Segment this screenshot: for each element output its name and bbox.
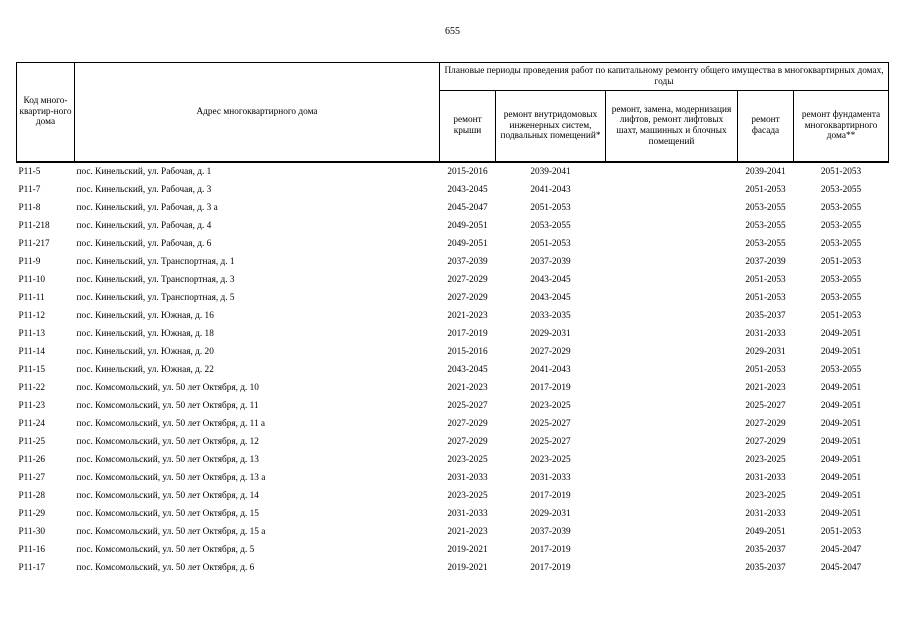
cell-code: P11-22 [18,382,46,393]
cell-foundation: 2053-2055 [820,238,862,249]
cell-lifts [606,217,738,235]
cell-facade: 2051-2053 [745,364,786,375]
table-row [17,487,889,505]
cell-code: P11-8 [18,202,41,213]
cell-lifts [606,469,738,487]
cell-engineering: 2037-2039 [530,526,571,537]
cell-foundation: 2051-2053 [820,256,862,267]
cell-facade: 2053-2055 [745,202,786,213]
header-address: Адрес многоквартирного дома [75,63,440,163]
cell-engineering: 2037-2039 [530,256,571,267]
cell-roof: 2045-2047 [447,202,488,213]
cell-foundation: 2051-2053 [820,526,862,537]
header-lifts: ремонт, замена, модернизация лифтов, ремонт лифтовых шахт, машинных и блочных помещений [606,91,738,163]
cell-lifts [606,253,738,271]
cell-code: P11-27 [18,472,46,483]
cell-address: пос. Комсомольский, ул. 50 лет Октября, д. 13 [76,454,259,465]
cell-roof: 2031-2033 [447,472,488,483]
table-row [17,162,889,181]
cell-foundation: 2053-2055 [820,220,862,231]
cell-lifts [606,559,738,577]
cell-foundation: 2053-2055 [820,364,862,375]
cell-foundation: 2051-2053 [820,166,862,177]
table-row [17,523,889,541]
cell-facade: 2035-2037 [745,562,786,573]
cell-facade: 2051-2053 [745,184,786,195]
cell-roof: 2021-2023 [447,310,488,321]
cell-roof: 2023-2025 [447,490,488,501]
cell-facade: 2049-2051 [745,526,786,537]
table-row [17,343,889,361]
cell-address: пос. Кинельский, ул. Рабочая, д. 3 [76,184,212,195]
table-row [17,379,889,397]
table-row [17,271,889,289]
cell-foundation: 2049-2051 [820,418,862,429]
cell-code: P11-16 [18,544,46,555]
cell-code: P11-17 [18,562,46,573]
cell-address: пос. Кинельский, ул. Южная, д. 22 [76,364,214,375]
cell-address: пос. Кинельский, ул. Южная, д. 18 [76,328,214,339]
header-engineering: ремонт внутридомовых инженерных систем, подвальных помещений* [496,91,606,163]
cell-address: пос. Кинельский, ул. Рабочая, д. 4 [76,220,212,231]
cell-engineering: 2039-2041 [530,166,571,177]
cell-lifts [606,181,738,199]
capital-repair-table [16,62,889,577]
cell-address: пос. Комсомольский, ул. 50 лет Октября, д. 14 [76,490,259,501]
page-number: 655 [445,26,460,37]
table-row [17,451,889,469]
cell-address: пос. Комсомольский, ул. 50 лет Октября, д. 6 [76,562,255,573]
cell-facade: 2051-2053 [745,292,786,303]
table-row [17,199,889,217]
cell-engineering: 2041-2043 [530,184,571,195]
cell-lifts [606,361,738,379]
cell-facade: 2023-2025 [745,454,786,465]
cell-roof: 2049-2051 [447,220,488,231]
table-row [17,217,889,235]
cell-code: P11-30 [18,526,46,537]
cell-roof: 2023-2025 [447,454,488,465]
cell-roof: 2049-2051 [447,238,488,249]
cell-foundation: 2049-2051 [820,508,862,519]
cell-address: пос. Комсомольский, ул. 50 лет Октября, д. 11 [76,400,259,411]
cell-lifts [606,199,738,217]
table-row [17,415,889,433]
cell-code: P11-15 [18,364,46,375]
cell-engineering: 2029-2031 [530,508,571,519]
cell-roof: 2027-2029 [447,418,488,429]
header-facade: ремонт фасада [738,91,794,163]
cell-foundation: 2053-2055 [820,274,862,285]
cell-foundation: 2049-2051 [820,490,862,501]
cell-code: P11-26 [18,454,46,465]
table-row [17,469,889,487]
table-row [17,505,889,523]
cell-lifts [606,523,738,541]
table-row [17,541,889,559]
cell-engineering: 2017-2019 [530,544,571,555]
cell-code: P11-11 [18,292,45,303]
cell-lifts [606,541,738,559]
cell-engineering: 2029-2031 [530,328,571,339]
cell-lifts [606,397,738,415]
cell-address: пос. Комсомольский, ул. 50 лет Октября, д. 15 а [76,526,266,537]
cell-lifts [606,487,738,505]
cell-code: P11-28 [18,490,46,501]
cell-roof: 2027-2029 [447,292,488,303]
cell-address: пос. Кинельский, ул. Рабочая, д. 6 [76,238,212,249]
cell-engineering: 2017-2019 [530,562,571,573]
cell-roof: 2019-2021 [447,562,488,573]
cell-code: P11-7 [18,184,41,195]
cell-foundation: 2053-2055 [820,292,862,303]
cell-facade: 2039-2041 [745,166,786,177]
header-periods: Плановые периоды проведения работ по капитальному ремонту общего имущества в многоквартирных домах, годы [440,63,889,91]
cell-engineering: 2043-2045 [530,274,571,285]
cell-foundation: 2049-2051 [820,382,862,393]
cell-address: пос. Комсомольский, ул. 50 лет Октября, д. 12 [76,436,259,447]
cell-facade: 2027-2029 [745,418,786,429]
cell-foundation: 2045-2047 [820,544,862,555]
cell-lifts [606,505,738,523]
cell-roof: 2017-2019 [447,328,488,339]
table-row [17,325,889,343]
cell-engineering: 2043-2045 [530,292,571,303]
cell-facade: 2051-2053 [745,274,786,285]
cell-address: пос. Кинельский, ул. Рабочая, д. 1 [76,166,212,177]
cell-code: P11-25 [18,436,46,447]
cell-roof: 2027-2029 [447,436,488,447]
cell-address: пос. Комсомольский, ул. 50 лет Октября, д. 15 [76,508,259,519]
cell-engineering: 2027-2029 [530,346,571,357]
cell-address: пос. Комсомольский, ул. 50 лет Октября, д. 5 [76,544,255,555]
cell-lifts [606,433,738,451]
cell-lifts [606,271,738,289]
cell-foundation: 2049-2051 [820,436,862,447]
cell-engineering: 2051-2053 [530,238,571,249]
cell-code: P11-29 [18,508,46,519]
table-row [17,307,889,325]
cell-facade: 2029-2031 [745,346,786,357]
cell-code: P11-13 [18,328,46,339]
cell-foundation: 2049-2051 [820,346,862,357]
cell-facade: 2023-2025 [745,490,786,501]
cell-roof: 2015-2016 [447,166,488,177]
cell-foundation: 2053-2055 [820,184,862,195]
cell-foundation: 2049-2051 [820,454,862,465]
cell-roof: 2037-2039 [447,256,488,267]
table-row [17,235,889,253]
cell-foundation: 2049-2051 [820,472,862,483]
table-row [17,361,889,379]
cell-lifts [606,307,738,325]
cell-address: пос. Комсомольский, ул. 50 лет Октября, д. 10 [76,382,259,393]
cell-facade: 2053-2055 [745,238,786,249]
cell-roof: 2019-2021 [447,544,488,555]
cell-roof: 2021-2023 [447,526,488,537]
cell-lifts [606,343,738,361]
table-header [17,63,889,163]
cell-facade: 2031-2033 [745,472,786,483]
cell-address: пос. Кинельский, ул. Южная, д. 16 [76,310,214,321]
cell-code: P11-9 [18,256,41,267]
cell-facade: 2035-2037 [745,310,786,321]
header-roof: ремонт крыши [440,91,496,163]
cell-lifts [606,162,738,181]
cell-address: пос. Кинельский, ул. Рабочая, д. 3 а [76,202,218,213]
cell-engineering: 2023-2025 [530,454,571,465]
cell-code: P11-10 [18,274,46,285]
cell-facade: 2021-2023 [745,382,786,393]
cell-engineering: 2025-2027 [530,436,571,447]
cell-lifts [606,379,738,397]
cell-code: P11-12 [18,310,46,321]
cell-engineering: 2041-2043 [530,364,571,375]
cell-roof: 2043-2045 [447,184,488,195]
cell-roof: 2015-2016 [447,346,488,357]
cell-engineering: 2025-2027 [530,418,571,429]
cell-facade: 2037-2039 [745,256,786,267]
table-row [17,559,889,577]
cell-facade: 2031-2033 [745,328,786,339]
cell-engineering: 2053-2055 [530,220,571,231]
table-body [17,162,889,577]
cell-code: P11-5 [18,166,41,177]
table-row [17,253,889,271]
table-row [17,289,889,307]
cell-lifts [606,235,738,253]
cell-code: P11-24 [18,418,46,429]
cell-foundation: 2045-2047 [820,562,862,573]
cell-facade: 2025-2027 [745,400,786,411]
cell-roof: 2025-2027 [447,400,488,411]
cell-lifts [606,289,738,307]
cell-engineering: 2031-2033 [530,472,571,483]
cell-engineering: 2051-2053 [530,202,571,213]
cell-roof: 2021-2023 [447,382,488,393]
cell-roof: 2031-2033 [447,508,488,519]
cell-foundation: 2051-2053 [820,310,862,321]
cell-foundation: 2049-2051 [820,328,862,339]
cell-code: P11-217 [18,238,50,249]
cell-engineering: 2033-2035 [530,310,571,321]
cell-lifts [606,415,738,433]
cell-address: пос. Кинельский, ул. Южная, д. 20 [76,346,214,357]
cell-foundation: 2049-2051 [820,400,862,411]
cell-lifts [606,451,738,469]
cell-foundation: 2053-2055 [820,202,862,213]
table-row [17,397,889,415]
table-row [17,181,889,199]
cell-address: пос. Кинельский, ул. Транспортная, д. 3 [76,274,235,285]
cell-facade: 2053-2055 [745,220,786,231]
cell-engineering: 2023-2025 [530,400,571,411]
cell-engineering: 2017-2019 [530,382,571,393]
cell-roof: 2027-2029 [447,274,488,285]
cell-code: P11-23 [18,400,46,411]
cell-facade: 2031-2033 [745,508,786,519]
cell-facade: 2027-2029 [745,436,786,447]
cell-address: пос. Кинельский, ул. Транспортная, д. 5 [76,292,235,303]
cell-roof: 2043-2045 [447,364,488,375]
cell-address: пос. Комсомольский, ул. 50 лет Октября, д. 11 а [76,418,266,429]
header-code: Код много-квартир-ного дома [17,63,75,163]
header-foundation: ремонт фундамента многоквартирного дома** [794,91,889,163]
cell-code: P11-218 [18,220,50,231]
cell-engineering: 2017-2019 [530,490,571,501]
cell-code: P11-14 [18,346,46,357]
cell-address: пос. Кинельский, ул. Транспортная, д. 1 [76,256,235,267]
cell-facade: 2035-2037 [745,544,786,555]
cell-lifts [606,325,738,343]
cell-address: пос. Комсомольский, ул. 50 лет Октября, д. 13 а [76,472,266,483]
table-row [17,433,889,451]
